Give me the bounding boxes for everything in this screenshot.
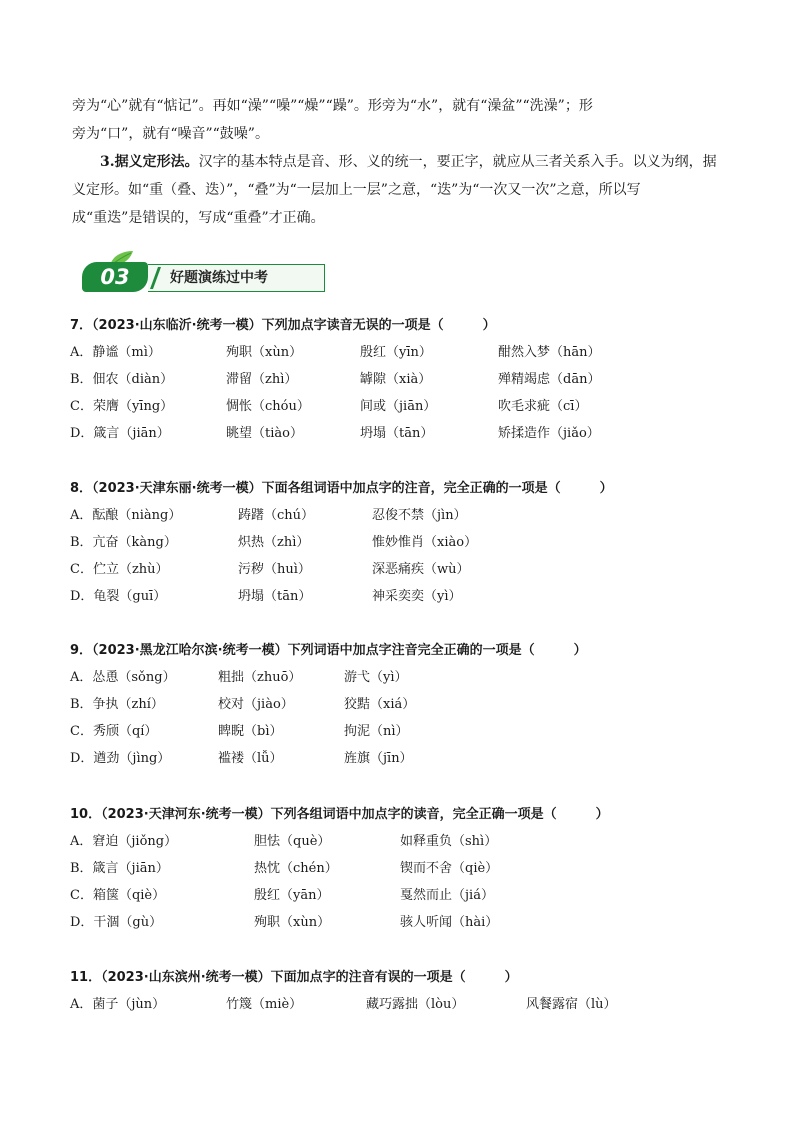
option-row	[70, 420, 730, 447]
option-c-item-3: 间或（jiān）	[360, 399, 437, 414]
option-c-item-2: 殷红（yān）	[254, 888, 330, 903]
option-d-item-2: 殉职（xùn）	[254, 915, 331, 930]
option-row	[70, 745, 730, 772]
option-d-item-3: 神采奕奕（yì）	[372, 589, 462, 604]
option-row	[70, 828, 730, 855]
option-a-item-3: 游弋（yì）	[344, 670, 408, 685]
question-stem: 7．（2023·山东临沂·统考一模）下列加点字读音无误的一项是（ ）	[70, 318, 496, 333]
question-stem: 11．（2023·山东滨州·统考一模）下面加点字的注音有误的一项是（ ）	[70, 970, 518, 985]
option-b-item-3: 狡黠（xiá）	[344, 697, 416, 712]
option-a-item-3: 忍俊不禁（jìn）	[372, 508, 467, 523]
option-d-item-1: D．龟裂（guī）	[70, 589, 167, 604]
option-d-item-2: 眺望（tiào）	[226, 426, 303, 441]
section-number: 03	[82, 262, 148, 292]
option-b-item-1: B．箴言（jiān）	[70, 861, 169, 876]
option-d-item-1: D．箴言（jiān）	[70, 426, 170, 441]
option-a-item-2: 粗拙（zhuō）	[218, 670, 302, 685]
option-row	[70, 909, 730, 936]
option-d-item-3: 坍塌（tān）	[360, 426, 434, 441]
option-d-item-3: 旌旗（jīn）	[344, 751, 413, 766]
option-a-item-3: 藏巧露拙（lòu）	[366, 997, 465, 1012]
option-a-item-4: 酣然入梦（hān）	[498, 345, 601, 360]
question-9	[70, 641, 730, 772]
method-3-title: 3.据义定形法。	[100, 154, 199, 170]
option-b-item-2: 热忱（chén）	[254, 861, 338, 876]
option-b-item-1: B．亢奋（kàng）	[70, 535, 177, 550]
option-row	[70, 339, 730, 366]
option-a-item-1: A．酝酿（niàng）	[70, 508, 182, 523]
option-row	[70, 583, 730, 610]
option-row	[70, 366, 730, 393]
option-row	[70, 882, 730, 909]
option-a-item-1: A．菌子（jùn）	[70, 997, 166, 1012]
option-b-item-2: 炽热（zhì）	[238, 535, 310, 550]
intro-line-1: 旁为“心”就有“惦记”。再如“澡”“噪”“燥”“躁”。形旁为“水”，就有“澡盆”“洗澡”；形	[72, 98, 593, 114]
question-stem: 10．（2023·天津河东·统考一模）下列各组词语中加点字的读音，完全正确一项是（ ）	[70, 807, 609, 822]
method-3-line-2: 义定形。如“重（叠、迭）”，“叠”为“一层加上一层”之意，“迭”为“一次又一次”之意，所以写	[72, 182, 641, 198]
option-a-item-1: A．怂恿（sǒng）	[70, 670, 176, 685]
option-a-item-2: 竹篾（miè）	[226, 997, 303, 1012]
option-c-item-1: C．荣膺（yīng）	[70, 399, 174, 414]
question-7	[70, 316, 730, 447]
option-d-item-4: 矫揉造作（jiǎo）	[498, 426, 600, 441]
option-a-item-1: A．静谧（mì）	[70, 345, 161, 360]
question-stem: 9．（2023·黑龙江哈尔滨·统考一模）下列词语中加点字注音完全正确的一项是（ ）	[70, 643, 587, 658]
option-b-item-3: 锲而不舍（qiè）	[400, 861, 499, 876]
option-d-item-1: D．干涸（gù）	[70, 915, 163, 930]
intro-line-2: 旁为“口”，就有“噪音”“鼓噪”。	[72, 126, 269, 142]
option-row	[70, 664, 730, 691]
title-slash-decoration	[150, 267, 169, 289]
question-10	[70, 805, 730, 936]
option-row	[70, 502, 730, 529]
option-row	[70, 529, 730, 556]
option-b-item-1: B．争执（zhí）	[70, 697, 164, 712]
question-stem: 8．（2023·天津东丽·统考一模）下面各组词语中加点字的注音，完全正确的一项是（ ）	[70, 481, 613, 496]
option-c-item-1: C．箱箧（qiè）	[70, 888, 166, 903]
option-a-item-2: 踌躇（chú）	[238, 508, 315, 523]
section-title: 好题演练过中考	[170, 270, 268, 286]
option-row	[70, 691, 730, 718]
question-8	[70, 479, 730, 610]
option-b-item-2: 滞留（zhì）	[226, 372, 298, 387]
option-a-item-4: 风餐露宿（lù）	[526, 997, 617, 1012]
option-c-item-4: 吹毛求疵（cī）	[498, 399, 588, 414]
option-a-item-1: A．窘迫（jiǒng）	[70, 834, 178, 849]
option-d-item-2: 坍塌（tān）	[238, 589, 312, 604]
option-b-item-3: 罅隙（xià）	[360, 372, 432, 387]
option-a-item-2: 殉职（xùn）	[226, 345, 303, 360]
option-d-item-3: 骇人听闻（hài）	[400, 915, 499, 930]
option-d-item-2: 褴褛（lǚ）	[218, 751, 283, 766]
question-11	[70, 968, 730, 1018]
method-3-paragraph	[72, 148, 722, 176]
option-b-item-3: 惟妙惟肖（xiào）	[372, 535, 478, 550]
method-3-line-3: 成“重迭”是错误的，写成“重叠”才正确。	[72, 210, 325, 226]
option-c-item-2: 睥睨（bì）	[218, 724, 283, 739]
option-row	[70, 855, 730, 882]
option-d-item-1: D．遒劲（jìng）	[70, 751, 171, 766]
section-title-box	[148, 264, 325, 292]
method-3-line-1: 汉字的基本特点是音、形、义的统一，要正字，就应从三者关系入手。以义为纲，据	[198, 154, 717, 170]
option-c-item-2: 污秽（huì）	[238, 562, 311, 577]
option-c-item-3: 深恶痛疾（wù）	[372, 562, 470, 577]
option-c-item-3: 戛然而止（jiá）	[400, 888, 494, 903]
option-b-item-4: 殚精竭虑（dān）	[498, 372, 601, 387]
option-b-item-1: B．佃农（diàn）	[70, 372, 174, 387]
section-banner	[82, 250, 342, 298]
option-c-item-1: C．秀颀（qí）	[70, 724, 158, 739]
option-c-item-1: C．伫立（zhù）	[70, 562, 169, 577]
option-row	[70, 991, 730, 1018]
option-a-item-3: 殷红（yīn）	[360, 345, 432, 360]
option-b-item-2: 校对（jiào）	[218, 697, 294, 712]
option-row	[70, 718, 730, 745]
option-a-item-2: 胆怯（què）	[254, 834, 331, 849]
option-c-item-3: 拘泥（nì）	[344, 724, 409, 739]
option-a-item-3: 如释重负（shì）	[400, 834, 498, 849]
option-row	[70, 556, 730, 583]
option-c-item-2: 惆怅（chóu）	[226, 399, 310, 414]
option-row	[70, 393, 730, 420]
